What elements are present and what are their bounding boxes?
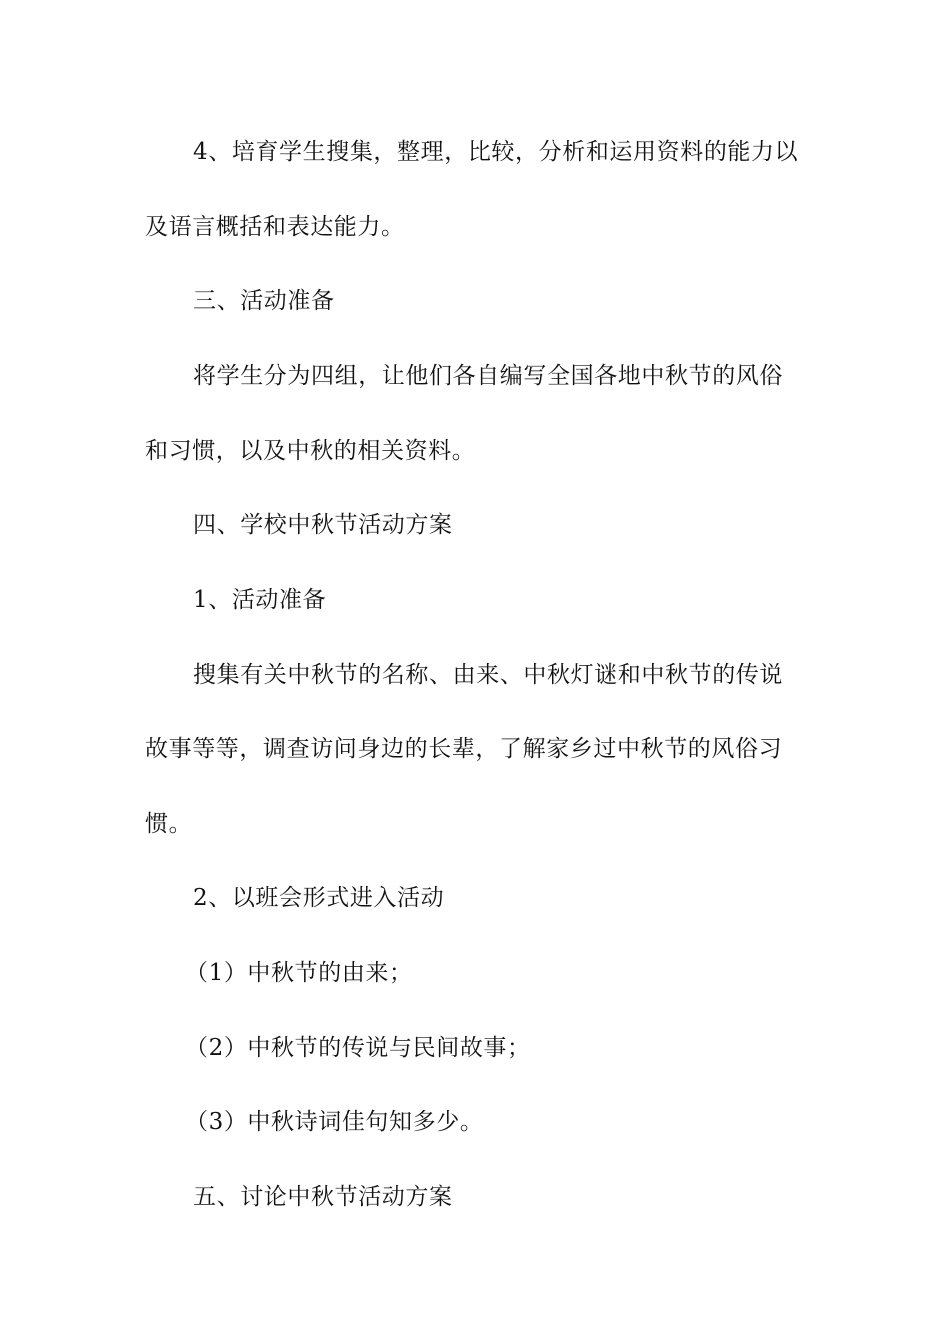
paragraph-collect-line-2: 故事等等，调查访问身边的长辈，了解家乡过中秋节的风俗习 bbox=[145, 736, 783, 762]
heading-school-plan: 四、学校中秋节活动方案 bbox=[193, 512, 453, 538]
heading-discussion: 五、讨论中秋节活动方案 bbox=[193, 1184, 453, 1210]
list-item-poems: （3）中秋诗词佳句知多少。 bbox=[185, 1109, 484, 1135]
subheading-class-meeting: 2、以班会形式进入活动 bbox=[193, 885, 445, 911]
list-item-legends: （2）中秋节的传说与民间故事； bbox=[185, 1035, 531, 1061]
paragraph-collect-line-1: 搜集有关中秋节的名称、由来、中秋灯谜和中秋节的传说 bbox=[193, 662, 783, 688]
subheading-preparation: 1、活动准备 bbox=[193, 587, 327, 613]
paragraph-goal-4-line-1: 4、培育学生搜集，整理，比较，分析和运用资料的能力以 bbox=[193, 139, 799, 165]
list-item-origin: （1）中秋节的由来； bbox=[185, 960, 413, 986]
paragraph-goal-4-line-2: 及语言概括和表达能力。 bbox=[145, 214, 405, 240]
paragraph-grouping-line-1: 将学生分为四组，让他们各自编写全国各地中秋节的风俗 bbox=[193, 363, 783, 389]
paragraph-collect-line-3: 惯。 bbox=[145, 811, 193, 837]
paragraph-grouping-line-2: 和习惯，以及中秋的相关资料。 bbox=[145, 438, 476, 464]
heading-activity-preparation: 三、活动准备 bbox=[193, 288, 335, 314]
